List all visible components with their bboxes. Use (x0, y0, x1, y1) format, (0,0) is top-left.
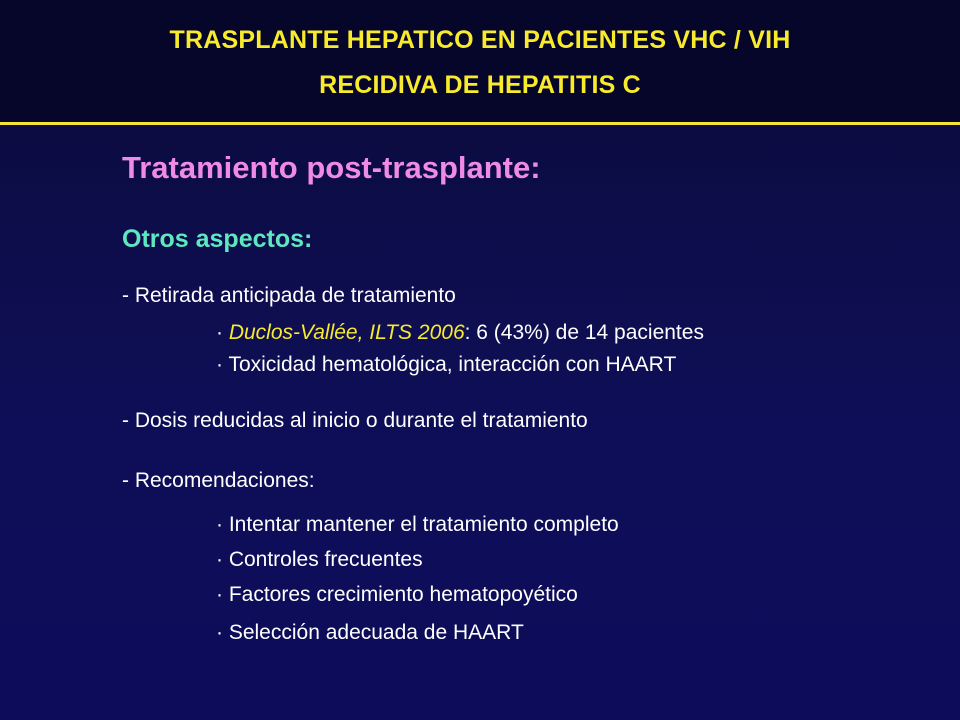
slide-title-line-1: TRASPLANTE HEPATICO EN PACIENTES VHC / VIH (169, 26, 791, 54)
item-dosis: - Dosis reducidas al inicio o durante el tratamiento (122, 409, 588, 432)
subitem-mantener-tratamiento: · Intentar mantener el tratamiento completo (216, 513, 619, 536)
section-title: Tratamiento post-trasplante: (122, 150, 541, 185)
subsection-title: Otros aspectos: (122, 225, 313, 253)
subitem-controles: · Controles frecuentes (216, 548, 423, 571)
citation-reference: Duclos-Vallée, ILTS 2006 (228, 321, 465, 344)
subitem-factores-crecimiento: · Factores crecimiento hematopoyético (216, 583, 578, 606)
subitem-toxicidad: · Toxicidad hematológica, interacción con HAART (216, 353, 677, 376)
item-recomendaciones: - Recomendaciones: (122, 469, 315, 492)
subitem-duclos-vallee (216, 321, 704, 345)
header-divider (0, 122, 960, 125)
subitem-bullet: · (216, 321, 229, 344)
subitem-detail: : 6 (43%) de 14 pacientes (464, 321, 704, 344)
subitem-seleccion-haart: · Selección adecuada de HAART (216, 621, 524, 644)
item-retirada: - Retirada anticipada de tratamiento (122, 284, 456, 307)
slide-header (0, 0, 960, 122)
slide-title-line-2: RECIDIVA DE HEPATITIS C (319, 71, 641, 99)
